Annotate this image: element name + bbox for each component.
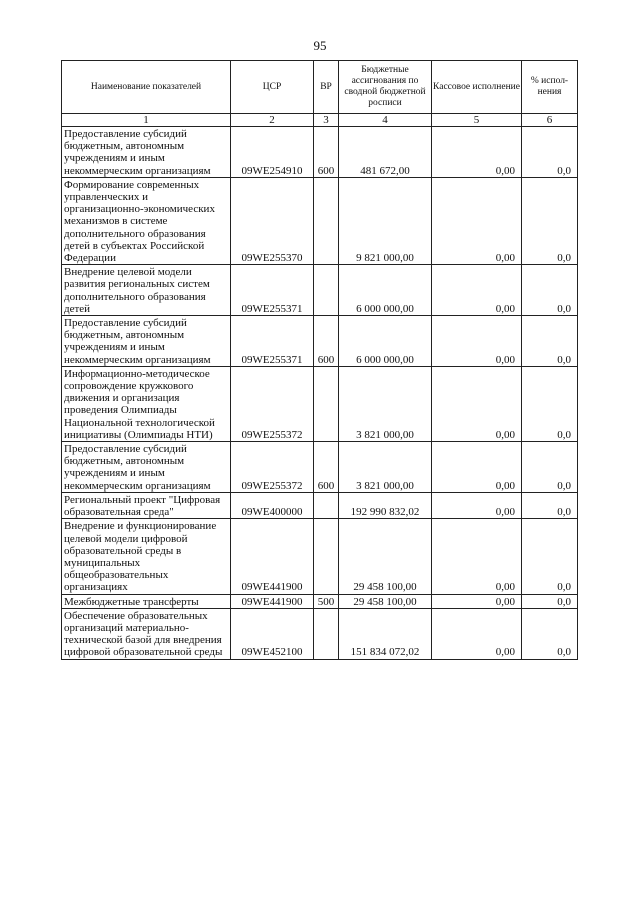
indicator-name: Предоставление субсидий бюджетным, автономным учреждениям и иным некоммерческим организациям <box>62 442 231 493</box>
budget-amount: 192 990 832,02 <box>339 492 432 518</box>
header-cash: Кассовое исполнение <box>432 61 522 114</box>
execution-percent: 0,0 <box>522 316 578 367</box>
column-number: 3 <box>314 114 339 127</box>
table-row <box>62 265 578 316</box>
table-row <box>62 316 578 367</box>
cash-execution: 0,00 <box>432 594 522 608</box>
execution-percent: 0,0 <box>522 594 578 608</box>
cash-execution: 0,00 <box>432 177 522 264</box>
execution-percent: 0,0 <box>522 519 578 594</box>
budget-amount: 29 458 100,00 <box>339 519 432 594</box>
execution-percent: 0,0 <box>522 177 578 264</box>
csr-code: 09WE255372 <box>231 442 314 493</box>
csr-code: 09WE452100 <box>231 608 314 659</box>
page-number: 95 <box>313 38 327 53</box>
indicator-name: Предоставление субсидий бюджетным, автономным учреждениям и иным некоммерческим организациям <box>62 316 231 367</box>
vr-code: 600 <box>314 442 339 493</box>
indicator-name: Межбюджетные трансферты <box>62 594 231 608</box>
table-row <box>62 594 578 608</box>
header-name: Наименование показателей <box>62 61 231 114</box>
cash-execution: 0,00 <box>432 492 522 518</box>
cash-execution: 0,00 <box>432 366 522 441</box>
budget-amount: 6 000 000,00 <box>339 265 432 316</box>
csr-code: 09WE255370 <box>231 177 314 264</box>
header-budget: Бюджетные ассигнования по сводной бюджетной росписи <box>339 61 432 114</box>
csr-code: 09WE255371 <box>231 316 314 367</box>
budget-execution-table <box>61 60 578 660</box>
execution-percent: 0,0 <box>522 366 578 441</box>
execution-percent: 0,0 <box>522 608 578 659</box>
execution-percent: 0,0 <box>522 127 578 178</box>
execution-percent: 0,0 <box>522 265 578 316</box>
csr-code: 09WE255372 <box>231 366 314 441</box>
csr-code: 09WE441900 <box>231 519 314 594</box>
table-row <box>62 177 578 264</box>
table-header-row <box>62 61 578 114</box>
budget-amount: 9 821 000,00 <box>339 177 432 264</box>
csr-code: 09WE255371 <box>231 265 314 316</box>
column-number: 5 <box>432 114 522 127</box>
cash-execution: 0,00 <box>432 519 522 594</box>
execution-percent: 0,0 <box>522 442 578 493</box>
table-row <box>62 492 578 518</box>
indicator-name: Внедрение целевой модели развития региональных систем дополнительного образования детей <box>62 265 231 316</box>
vr-code <box>314 265 339 316</box>
vr-code: 600 <box>314 127 339 178</box>
column-number: 6 <box>522 114 578 127</box>
vr-code <box>314 366 339 441</box>
csr-code: 09WE254910 <box>231 127 314 178</box>
budget-amount: 29 458 100,00 <box>339 594 432 608</box>
budget-amount: 151 834 072,02 <box>339 608 432 659</box>
indicator-name: Информационно-методическое сопровождение кружкового движения и организация проведения Олимпиады Национальной технологической инициативы (Олимпиады НТИ) <box>62 366 231 441</box>
indicator-name: Обеспечение образовательных организаций материально-технической базой для внедрения цифровой образовательной среды <box>62 608 231 659</box>
budget-amount: 3 821 000,00 <box>339 442 432 493</box>
table-row <box>62 608 578 659</box>
header-pct: % испол-нения <box>522 61 578 114</box>
execution-percent: 0,0 <box>522 492 578 518</box>
budget-amount: 481 672,00 <box>339 127 432 178</box>
cash-execution: 0,00 <box>432 316 522 367</box>
indicator-name: Предоставление субсидий бюджетным, автономным учреждениям и иным некоммерческим организациям <box>62 127 231 178</box>
column-number: 2 <box>231 114 314 127</box>
cash-execution: 0,00 <box>432 265 522 316</box>
indicator-name: Региональный проект "Цифровая образовательная среда" <box>62 492 231 518</box>
column-number: 1 <box>62 114 231 127</box>
cash-execution: 0,00 <box>432 127 522 178</box>
vr-code <box>314 492 339 518</box>
cash-execution: 0,00 <box>432 608 522 659</box>
vr-code: 500 <box>314 594 339 608</box>
indicator-name: Формирование современных управленческих и организационно-экономических механизмов в системе дополнительного образования детей в субъектах Российской Федерации <box>62 177 231 264</box>
cash-execution: 0,00 <box>432 442 522 493</box>
table-row <box>62 519 578 594</box>
budget-amount: 6 000 000,00 <box>339 316 432 367</box>
vr-code <box>314 519 339 594</box>
column-number: 4 <box>339 114 432 127</box>
vr-code <box>314 177 339 264</box>
csr-code: 09WE441900 <box>231 594 314 608</box>
table-row <box>62 366 578 441</box>
budget-amount: 3 821 000,00 <box>339 366 432 441</box>
table-row <box>62 442 578 493</box>
csr-code: 09WE400000 <box>231 492 314 518</box>
header-csr: ЦСР <box>231 61 314 114</box>
vr-code <box>314 608 339 659</box>
header-vr: ВР <box>314 61 339 114</box>
column-number-row <box>62 114 578 127</box>
table-row <box>62 127 578 178</box>
vr-code: 600 <box>314 316 339 367</box>
indicator-name: Внедрение и функционирование целевой модели цифровой образовательной среды в муниципальных общеобразовательных организациях <box>62 519 231 594</box>
